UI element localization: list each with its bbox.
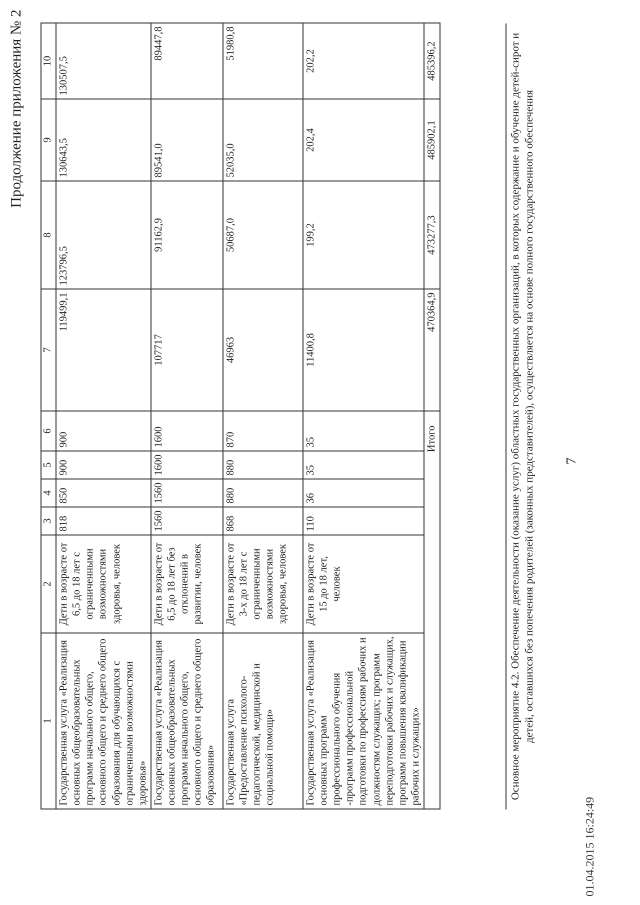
total-value: 470364,9: [424, 289, 440, 411]
value-cell: 202,2: [303, 23, 424, 99]
total-value: 473277,3: [424, 181, 440, 289]
total-value: 485396,2: [424, 23, 440, 99]
value-cell: 11400,8: [303, 289, 424, 411]
col-header: 2: [41, 535, 56, 633]
col-header: 1: [41, 633, 56, 809]
section-note: Основное мероприятие 4.2. Обеспечение деятельности (оказание услуг) областных государственных организаций, в которых содержание и обучение детей-сирот и детей, оставшихся без попечения родителей (законных представителей), осуществляется на основе полного государственного обеспечения: [506, 24, 538, 810]
value-cell: 818: [56, 507, 151, 535]
value-cell: 199,2: [303, 181, 424, 289]
service-cell: Государственная услуга «Реализация основных общеобразовательных программ начального общего, основного общего и среднего общего образования для обучающихся с ограниченными возможностями здоровья»: [56, 633, 151, 809]
value-cell: 110: [303, 507, 424, 535]
value-cell: 123796,5: [56, 181, 151, 289]
value-cell: 900: [56, 411, 151, 451]
value-cell: 130507,5: [56, 23, 151, 99]
value-cell: 35: [303, 451, 424, 479]
value-cell: 1600: [151, 451, 223, 479]
total-row: [424, 23, 440, 809]
value-cell: 900: [56, 451, 151, 479]
value-cell: 880: [223, 479, 303, 507]
value-cell: 850: [56, 479, 151, 507]
col-header: 9: [41, 99, 56, 181]
col-header: 10: [41, 23, 56, 99]
col-header: 8: [41, 181, 56, 289]
table-row: [303, 23, 424, 809]
service-cell: Государственная услуга «Предоставление психолого-педагогической, медицинской и социальной помощи»: [223, 633, 303, 809]
value-cell: 107717: [151, 289, 223, 411]
value-cell: 880: [223, 451, 303, 479]
value-cell: 35: [303, 411, 424, 451]
page-number: 7: [564, 457, 580, 465]
value-cell: 91162,9: [151, 181, 223, 289]
col-header: 5: [41, 451, 56, 479]
column-number-row: [41, 23, 56, 809]
table-row: [56, 23, 151, 809]
value-cell: 868: [223, 507, 303, 535]
service-cell: Государственная услуга «Реализация основных общеобразовательных программ начального общего, основного общего и среднего общего образования»: [151, 633, 223, 809]
value-cell: 50687,0: [223, 181, 303, 289]
col-header: 4: [41, 479, 56, 507]
services-table: [41, 23, 441, 810]
value-cell: 51980,8: [223, 23, 303, 99]
total-label: Итого: [424, 411, 440, 809]
col-header: 3: [41, 507, 56, 535]
value-cell: 36: [303, 479, 424, 507]
col-header: 7: [41, 289, 56, 411]
col-header: 6: [41, 411, 56, 451]
category-cell: Дети в возрасте от 6,5 до 18 лет с ограниченными возможностями здоровья, человек: [56, 535, 151, 633]
value-cell: 130643,5: [56, 99, 151, 181]
value-cell: 1560: [151, 507, 223, 535]
value-cell: 870: [223, 411, 303, 451]
category-cell: Дети в возрасте от 6,5 до 18 лет без отклонений в развитии, человек: [151, 535, 223, 633]
rotated-page: [1, 0, 640, 905]
value-cell: 1600: [151, 411, 223, 451]
value-cell: 89541,0: [151, 99, 223, 181]
value-cell: 119499,1: [56, 289, 151, 411]
value-cell: 46963: [223, 289, 303, 411]
category-cell: Дети в возрасте от 3-х до 18 лет с ограниченными возможностями здоровья, человек: [223, 535, 303, 633]
category-cell: Дети в возрасте от 15 до 18 лет, человек: [303, 535, 424, 633]
value-cell: 1560: [151, 479, 223, 507]
value-cell: 202,4: [303, 99, 424, 181]
service-cell: Государственная услуга «Реализация основных программ профессионального обучения -программ профессиональной подготовки по профессиям рабочих и должностям служащих; программ переподготовки рабочих и служащих, программ повышения квалификации рабочих и служащих»: [303, 633, 424, 809]
value-cell: 52035,0: [223, 99, 303, 181]
table-row: [151, 23, 223, 809]
value-cell: 89447,8: [151, 23, 223, 99]
continuation-title: Продолжение приложения № 2: [8, 9, 25, 208]
total-value: 485902,1: [424, 99, 440, 181]
table-row: [223, 23, 303, 809]
print-timestamp: 01.04.2015 16:24:49: [582, 796, 597, 897]
